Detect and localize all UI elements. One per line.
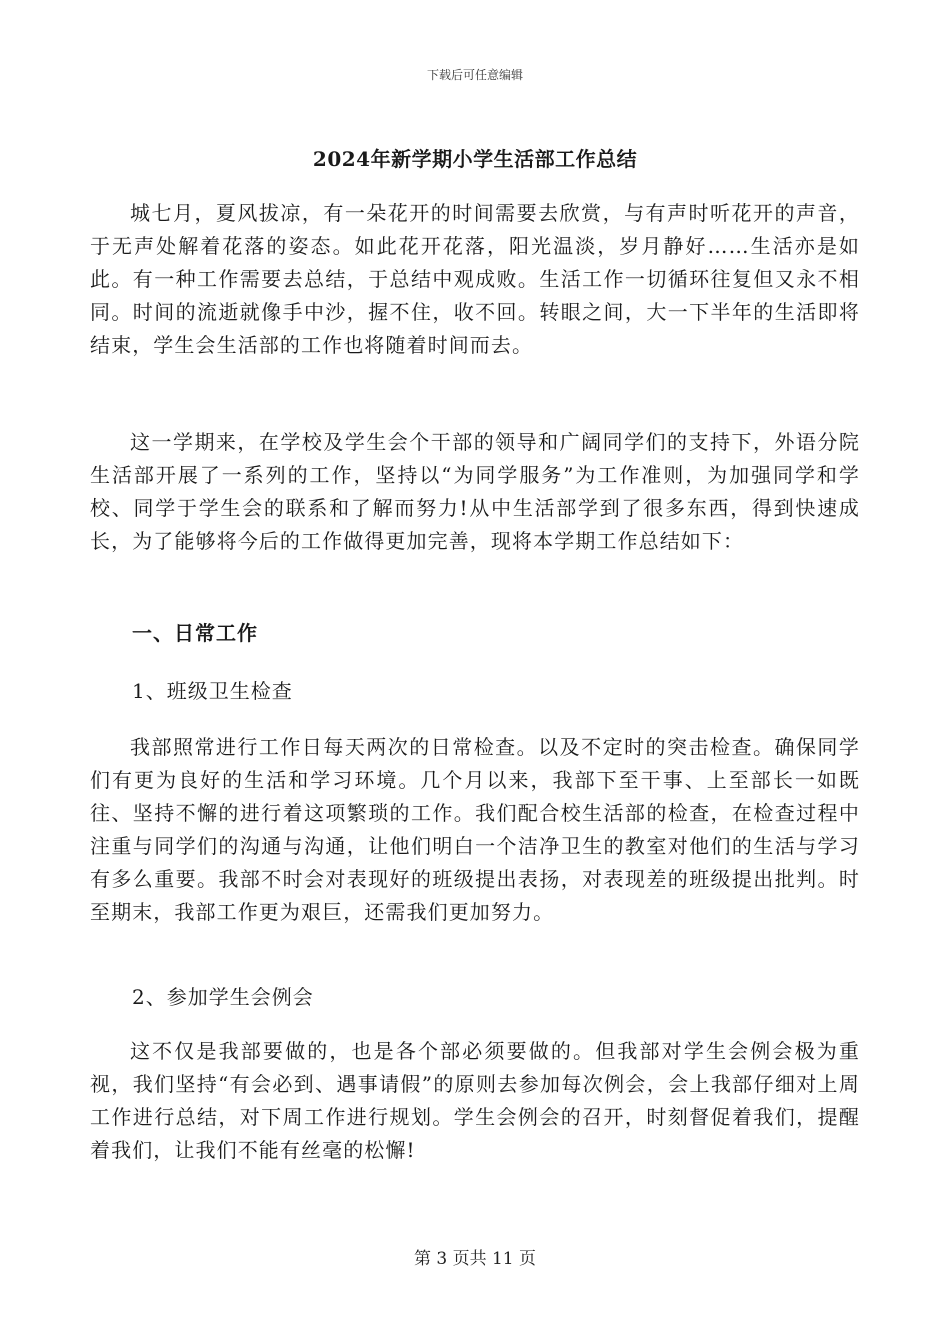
paragraph-summary bbox=[90, 426, 860, 558]
header-note: 下载后可任意编辑 bbox=[426, 68, 523, 82]
paragraph-text: 城七月，夏风拔凉，有一朵花开的时间需要去欣赏，与有声时听花开的声音，于无声处解着花落的姿态。如此花开花落，阳光温淡，岁月静好……生活亦是如此。有一种工作需要去总结，于总结中观成败。生活工作一切循环往复但又永不相同。时间的流逝就像手中沙，握不住，收不回。转眼之间，大一下半年的生活即将结束，学生会生活部的工作也将随着时间而去。 bbox=[90, 201, 860, 357]
paragraph-text: 这一学期来，在学校及学生会个干部的领导和广阔同学们的支持下，外语分院生活部开展了一系列的工作，坚持以“为同学服务”为工作准则，为加强同学和学校、同学于学生会的联系和了解而努力!从中生活部学到了很多东西，得到快速成长，为了能够将今后的工作做得更加完善，现将本学期工作总结如下： bbox=[90, 430, 860, 553]
section-heading-daily-work: 一、日常工作 bbox=[132, 621, 258, 645]
document-title: 2024年新学期小学生活部工作总结 bbox=[312, 147, 638, 171]
item-heading-student-meeting: 2、参加学生会例会 bbox=[132, 985, 314, 1009]
page-indicator: 第 3 页共 11 页 bbox=[413, 1249, 537, 1269]
paragraph-student-meeting bbox=[90, 1035, 860, 1167]
paragraph-text: 这不仅是我部要做的，也是各个部必须要做的。但我部对学生会例会极为重视，我们坚持“有会必到、遇事请假”的原则去参加每次例会，会上我部仔细对上周工作进行总结，对下周工作进行规划。学生会例会的召开，时刻督促着我们，提醒着我们，让我们不能有丝毫的松懈! bbox=[90, 1039, 860, 1162]
paragraph-text: 我部照常进行工作日每天两次的日常检查。以及不定时的突击检查。确保同学们有更为良好的生活和学习环境。几个月以来，我部下至干事、上至部长一如既往、坚持不懈的进行着这项繁琐的工作。我们配合校生活部的检查，在检查过程中注重与同学们的沟通与沟通，让他们明白一个洁净卫生的教室对他们的生活与学习有多么重要。我部不时会对表现好的班级提出表扬，对表现差的班级提出批判。时至期末，我部工作更为艰巨，还需我们更加努力。 bbox=[90, 735, 860, 924]
item-heading-class-hygiene: 1、班级卫生检查 bbox=[132, 679, 293, 703]
paragraph-intro bbox=[90, 197, 860, 362]
paragraph-class-hygiene bbox=[90, 731, 860, 929]
